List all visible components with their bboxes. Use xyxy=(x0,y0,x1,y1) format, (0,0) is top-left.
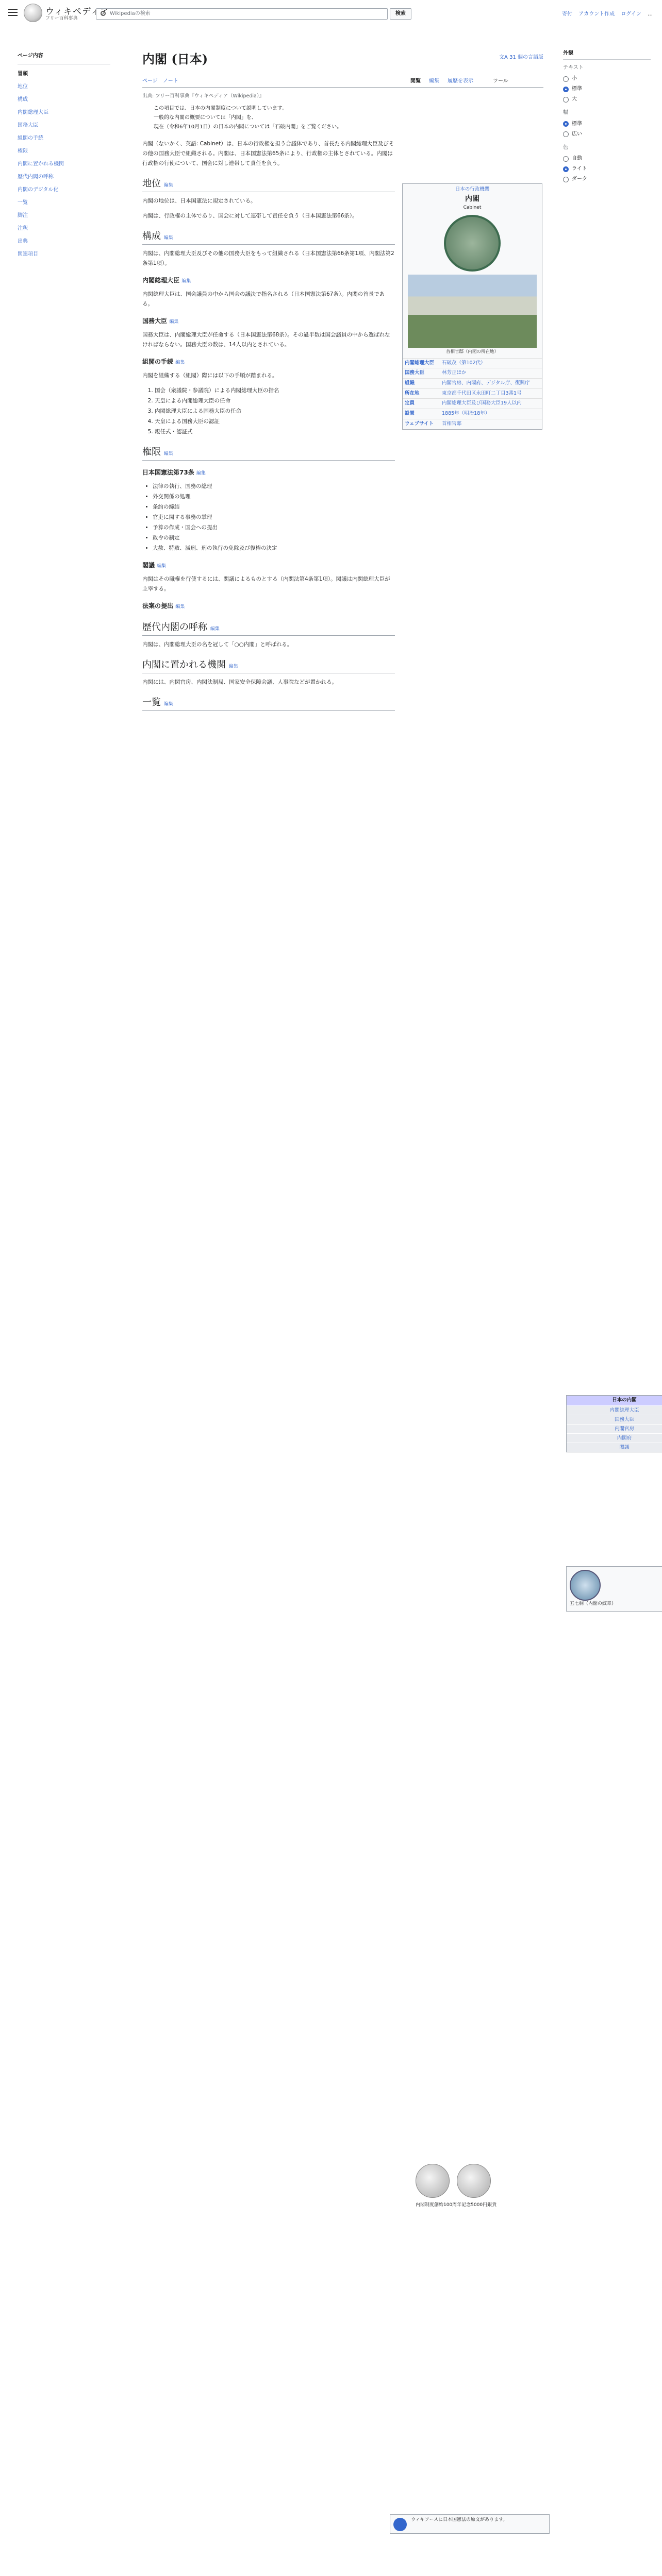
paragraph: 内閣は、内閣総理大臣及びその他の国務大臣をもって組織される（日本国憲法第66条第1項、内閣法第2条第1項）。 xyxy=(142,250,394,266)
wikisource-icon xyxy=(393,2518,407,2531)
infobox-top[interactable]: 日本の行政機関 xyxy=(455,187,490,192)
table-of-contents xyxy=(18,49,110,261)
site-tagline: フリー百科事典 xyxy=(45,16,78,21)
article-body xyxy=(142,139,395,715)
list-item: • 大赦、特赦、減刑、刑の執行の免除及び復権の決定 xyxy=(153,544,395,553)
login-link[interactable]: ログイン xyxy=(621,11,641,17)
site-sub: 出典: フリー百科事典『ウィキペディア（Wikipedia）』 xyxy=(142,93,264,99)
personal-links xyxy=(557,10,653,19)
radio-width-wide[interactable]: 広い xyxy=(563,129,651,140)
search-icon xyxy=(101,11,106,16)
search-placeholder: Wikipediaの検索 xyxy=(110,11,151,16)
paulownia-emblem-icon[interactable] xyxy=(444,215,501,272)
toc-item[interactable]: 一覧 xyxy=(18,200,28,206)
tab-page[interactable]: ページ xyxy=(142,78,158,84)
procedure-list xyxy=(155,386,395,437)
subsection-heading: 国務大臣 編集 xyxy=(142,317,179,325)
search-input[interactable] xyxy=(96,8,388,20)
list-item: • 外交関係の処理 xyxy=(153,492,395,502)
toc-item[interactable]: 歴代内閣の呼称 xyxy=(18,174,54,180)
hatnote: 現在（令和6年10月1日）の日本の内閣については「石破内閣」をご覧ください。 xyxy=(154,124,342,130)
toc-item[interactable]: 内閣のデジタル化 xyxy=(18,187,59,193)
list-item: • 政令の制定 xyxy=(153,533,395,543)
infobox-row: 内閣総理大臣 石破茂（第102代） xyxy=(403,358,542,368)
site-header xyxy=(0,0,662,32)
hatnotes xyxy=(154,104,422,132)
section-heading: 地位 編集 xyxy=(142,179,395,192)
coin-reverse-icon[interactable] xyxy=(457,2164,491,2198)
infobox-row: 定員 内閣総理大臣及び国務大臣19人以内 xyxy=(403,398,542,409)
language-count: 31 個の言語版 xyxy=(509,55,543,60)
more-icon[interactable]: … xyxy=(648,11,653,17)
cabinet-seal-icon[interactable] xyxy=(570,1570,601,1601)
wikisource-box xyxy=(390,2514,550,2534)
menu-icon[interactable] xyxy=(8,9,18,16)
paragraph: 内閣は、内閣総理大臣の名を冠して「○○内閣」と呼ばれる。 xyxy=(142,641,293,648)
coin-figure xyxy=(416,2164,544,2246)
toc-item[interactable]: 構成 xyxy=(18,97,28,103)
paragraph: 国務大臣は、内閣総理大臣が任命する（日本国憲法第68条）。その過半数は国会議員の中から選ばれなければならない。国務大臣の数は、14人以内とされている。 xyxy=(142,332,390,348)
intro-paragraph: 内閣（ないかく、英語: Cabinet）は、日本の行政権を担う合議体であり、首長たる内閣総理大臣及びその他の国務大臣で組織される。内閣は、日本国憲法第65条により、行政権の主体とされている。内閣は行政権の行使について、国会に対し連帯して責任を負う。 xyxy=(142,141,394,166)
photo-caption: 首相官邸（内閣の所在地） xyxy=(445,349,499,355)
donate-link[interactable]: 寄付 xyxy=(562,11,573,17)
radio-color-dark[interactable]: ダーク xyxy=(563,174,651,184)
list-item: • 法律の執行、国務の総理 xyxy=(153,482,395,492)
list-item: 5. 親任式・認証式 xyxy=(155,427,395,437)
toc-title: ページ内容 xyxy=(18,49,110,64)
paragraph: 内閣の地位は、日本国憲法に規定されている。 xyxy=(142,198,256,204)
list-item: • 条約の締結 xyxy=(153,502,395,512)
paragraph: 内閣総理大臣は、国会議員の中から国会の議決で指名される（日本国憲法第67条）。内閣の首長である。 xyxy=(142,291,385,307)
wikisource-text[interactable]: ウィキソースに日本国憲法の原文があります。 xyxy=(411,2517,508,2522)
tab-talk[interactable]: ノート xyxy=(163,78,178,84)
kantei-photo[interactable] xyxy=(408,275,537,348)
toc-item[interactable]: 組閣の手続 xyxy=(18,135,43,141)
hatnote: この項目では、日本の内閣制度について説明しています。 xyxy=(154,106,287,111)
create-account-link[interactable]: アカウント作成 xyxy=(578,11,615,17)
infobox-row: 設置 1885年（明治18年） xyxy=(403,409,542,419)
navbox-item[interactable]: 内閣官房 xyxy=(567,1424,662,1433)
coin-caption: 内閣制度創始100周年記念5000円銀貨 xyxy=(416,2202,497,2208)
powers-list xyxy=(153,482,395,553)
subsection-heading: 法案の提出 編集 xyxy=(142,602,185,609)
seal-caption: 五七桐（内閣の紋章） xyxy=(570,1601,617,1606)
search-button[interactable]: 検索 xyxy=(390,8,411,20)
subsection-heading: 日本国憲法第73条 編集 xyxy=(142,469,206,476)
toc-item[interactable]: 内閣総理大臣 xyxy=(18,110,48,115)
radio-width-standard[interactable]: 標準 xyxy=(563,119,651,129)
radio-color-auto[interactable]: 自動 xyxy=(563,154,651,164)
section-heading: 内閣に置かれる機関 編集 xyxy=(142,660,395,673)
list-item: 3. 内閣総理大臣による国務大臣の任命 xyxy=(155,406,395,416)
navbox-title[interactable]: 日本の内閣 xyxy=(567,1396,662,1405)
radio-small[interactable]: 小 xyxy=(563,74,651,84)
list-item: • 予算の作成・国会への提出 xyxy=(153,523,395,533)
list-item: • 官吏に関する事務の掌理 xyxy=(153,513,395,522)
infobox-row: 所在地 東京都千代田区永田町二丁目3番1号 xyxy=(403,388,542,399)
paragraph: 内閣を組織する（組閣）際には以下の手順が踏まれる。 xyxy=(142,372,278,379)
infobox xyxy=(402,183,542,430)
appearance-panel xyxy=(563,49,651,184)
radio-large[interactable]: 大 xyxy=(563,94,651,105)
navbox-item[interactable]: 内閣総理大臣 xyxy=(567,1405,662,1415)
list-item: 1. 国会（衆議院・参議院）による内閣総理大臣の指名 xyxy=(155,386,395,396)
toc-item[interactable]: 権限 xyxy=(18,148,28,154)
toc-item[interactable]: 注釈 xyxy=(18,226,28,231)
toc-item[interactable]: 地位 xyxy=(18,84,28,90)
radio-color-light[interactable]: ライト xyxy=(563,164,651,174)
page-tabs xyxy=(142,75,543,88)
toc-item[interactable]: 内閣に置かれる機関 xyxy=(18,161,64,167)
infobox-row: 国務大臣 林芳正ほか xyxy=(403,368,542,378)
text-size-label: テキスト xyxy=(563,64,584,71)
paragraph: 内閣はその職権を行使するには、閣議によるものとする（内閣法第4条第1項）。閣議は内閣総理大臣が主宰する。 xyxy=(142,576,390,592)
coin-obverse-icon[interactable] xyxy=(416,2164,450,2198)
infobox-row: ウェブサイト 首相官邸 xyxy=(403,419,542,429)
infobox-row: 組織 内閣官房、内閣府、デジタル庁、復興庁 xyxy=(403,378,542,388)
infobox-subtitle: Cabinet xyxy=(463,205,482,211)
paragraph: 内閣には、内閣官房、内閣法制局、国家安全保障会議、人事院などが置かれる。 xyxy=(142,679,337,685)
language-button[interactable]: 文A 31 個の言語版 xyxy=(499,55,543,60)
site-wordmark: ウィキペディア xyxy=(45,7,109,17)
section-heading: 権限 編集 xyxy=(142,447,395,461)
appearance-title: 外観 xyxy=(563,49,651,60)
subsection-heading: 内閣総理大臣 編集 xyxy=(142,277,191,284)
section-heading: 一覧 編集 xyxy=(142,698,395,711)
toc-item[interactable]: 出典 xyxy=(18,239,28,244)
toc-item[interactable]: 関連項目 xyxy=(18,251,38,257)
seal-figure xyxy=(566,1566,662,1612)
toc-item[interactable]: 国務大臣 xyxy=(18,123,38,128)
navbox-item[interactable]: 閣議 xyxy=(567,1443,662,1452)
paragraph: 内閣は、行政権の主体であり、国会に対して連帯して責任を負う（日本国憲法第66条）。 xyxy=(142,213,358,219)
section-heading: 構成 編集 xyxy=(142,231,395,245)
infobox-title: 内閣 xyxy=(465,194,479,203)
wikipedia-logo[interactable] xyxy=(24,4,42,22)
width-label: 幅 xyxy=(563,110,568,115)
toc-item[interactable]: 脚注 xyxy=(18,213,28,218)
page-title: 内閣 (日本) xyxy=(142,52,208,66)
tab-tools[interactable]: ツール xyxy=(493,78,508,84)
toc-item[interactable]: 冒頭 xyxy=(18,71,28,77)
section-heading: 歴代内閣の呼称 編集 xyxy=(142,622,395,636)
tab-edit[interactable]: 編集 xyxy=(429,78,439,84)
radio-standard[interactable]: 標準 xyxy=(563,84,651,94)
list-item: 2. 天皇による内閣総理大臣の任命 xyxy=(155,396,395,406)
hatnote: 一般的な内閣の概要については「内閣」を、 xyxy=(154,115,257,121)
color-label: 色 xyxy=(563,144,568,150)
tab-history[interactable]: 履歴を表示 xyxy=(448,78,473,84)
navbox-item[interactable]: 国務大臣 xyxy=(567,1415,662,1424)
subsection-heading: 組閣の手続 編集 xyxy=(142,358,185,365)
tab-read[interactable]: 閲覧 xyxy=(410,78,421,84)
list-item: 4. 天皇による国務大臣の認証 xyxy=(155,417,395,427)
cabinet-navbox xyxy=(566,1395,662,1452)
navbox-item[interactable]: 内閣府 xyxy=(567,1433,662,1443)
subsection-heading: 閣議 編集 xyxy=(142,562,167,569)
